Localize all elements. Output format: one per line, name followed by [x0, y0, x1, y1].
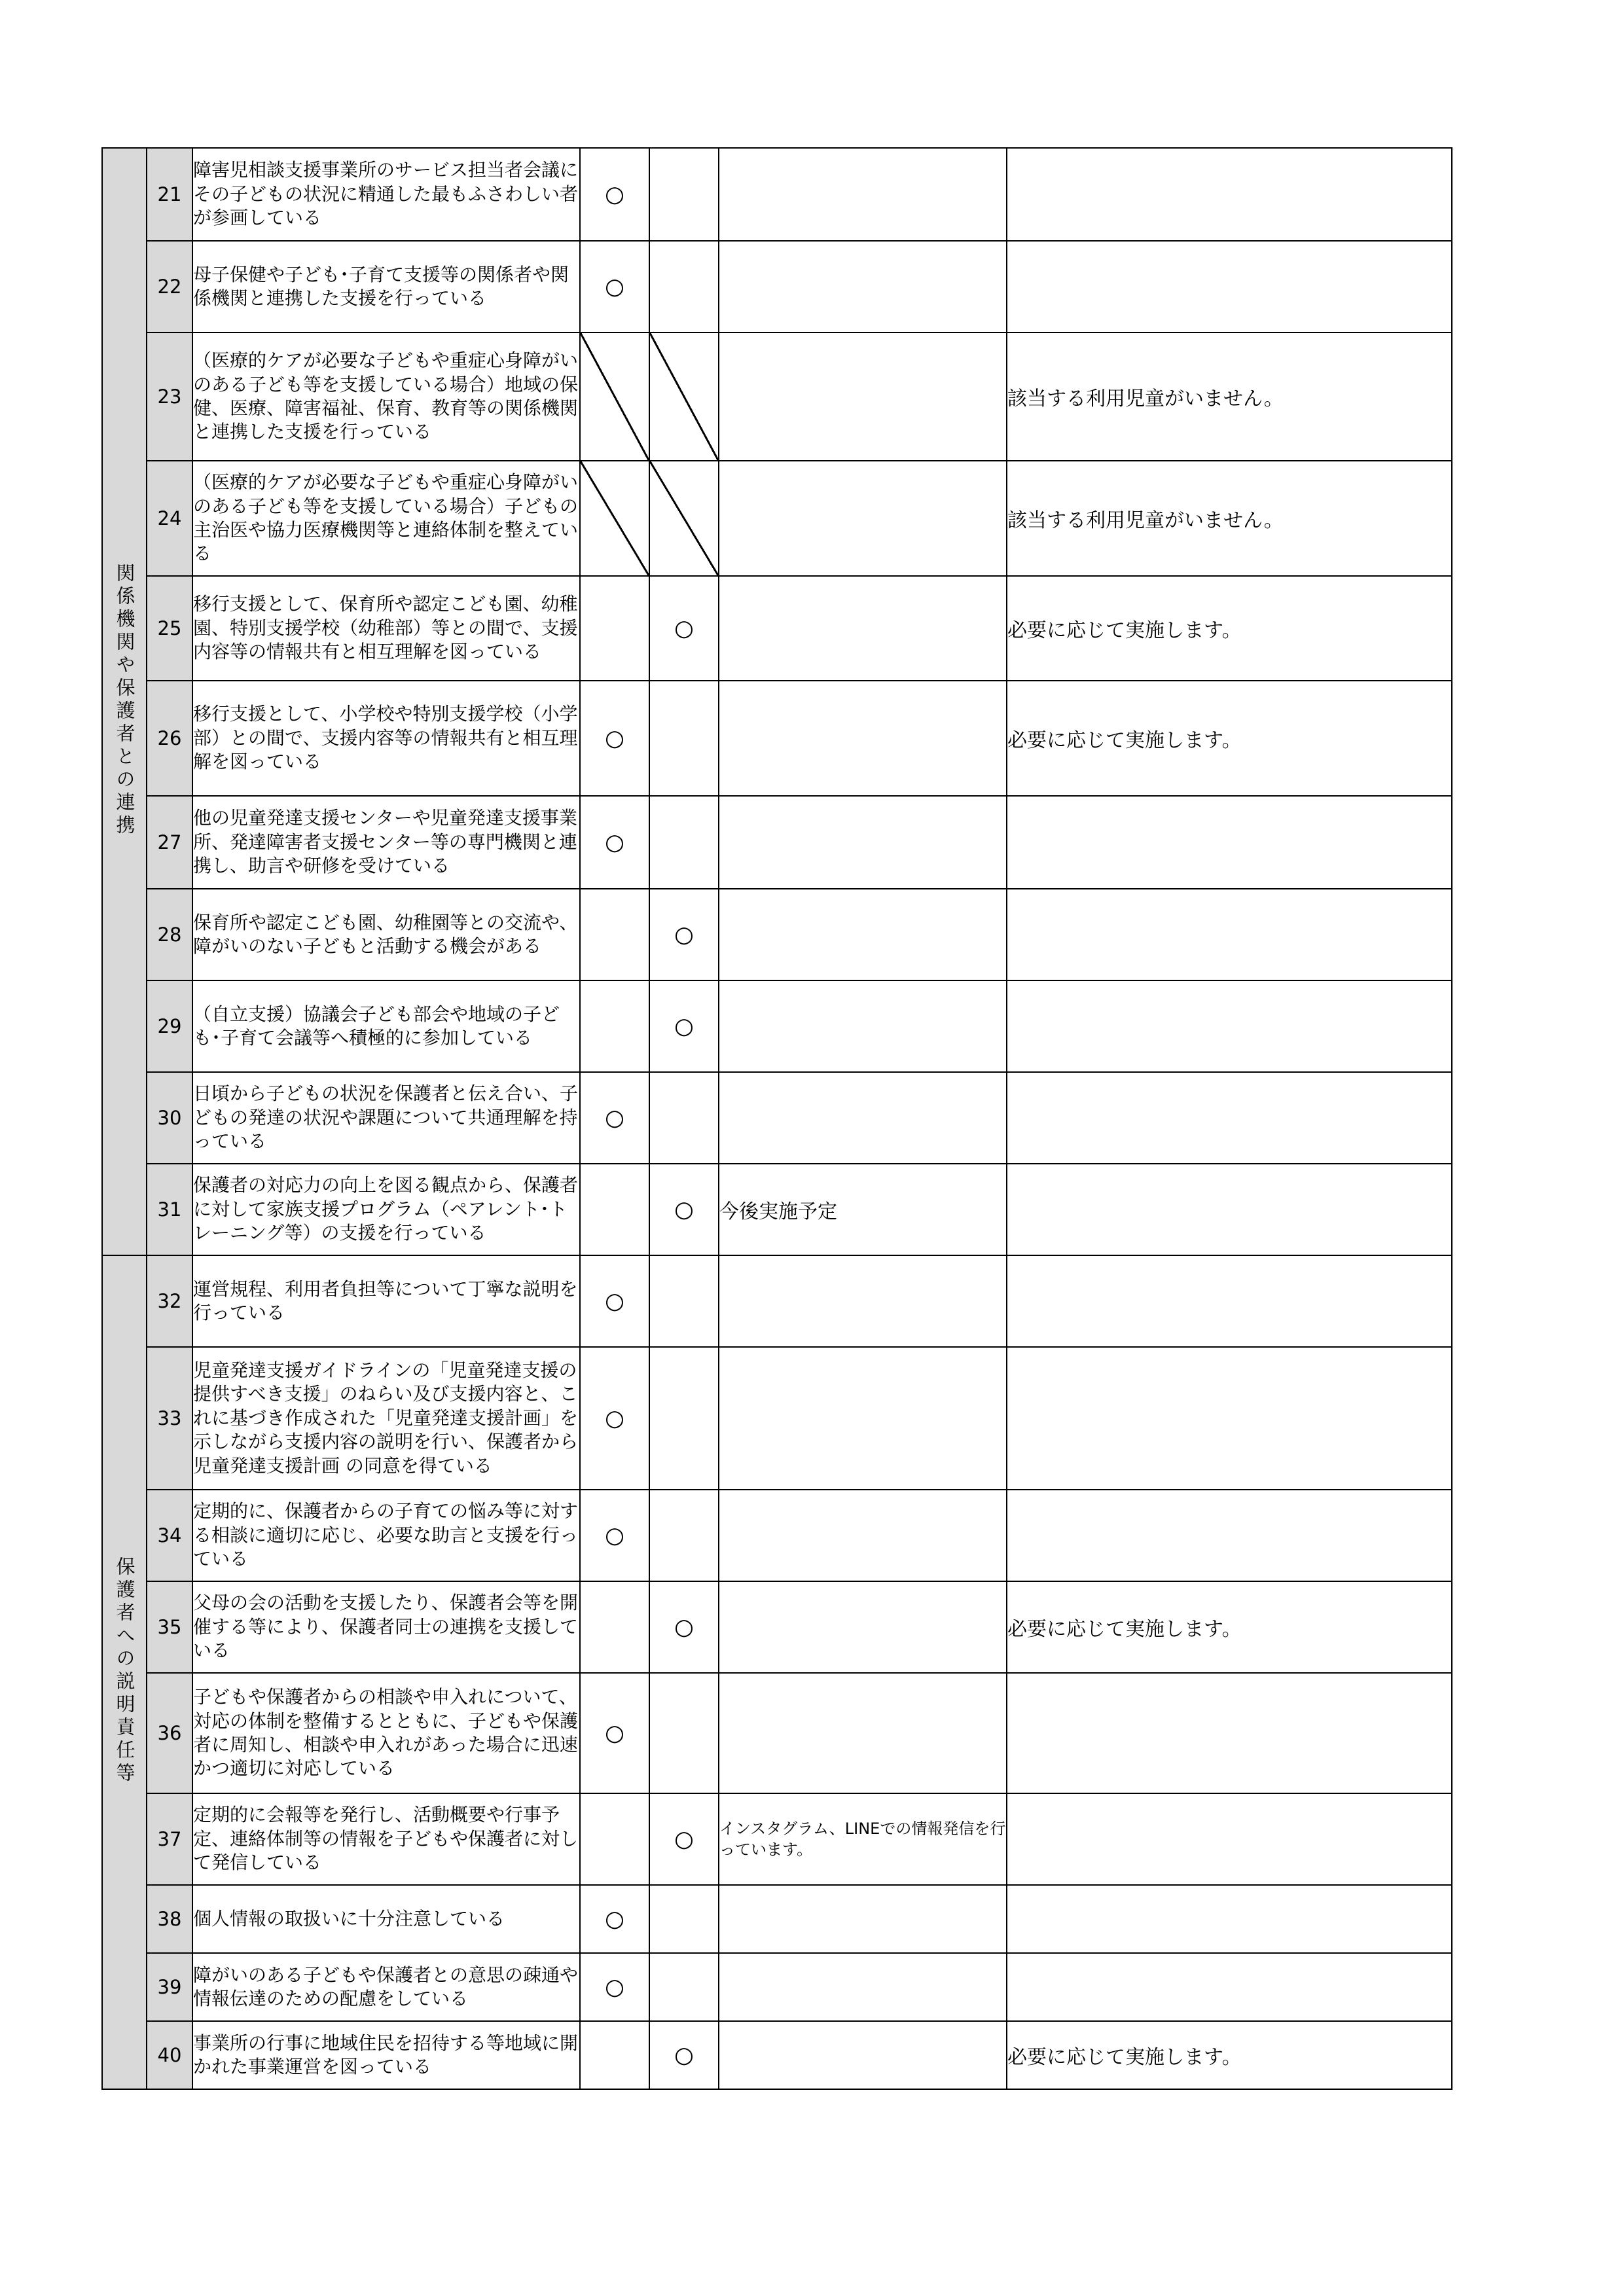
item-number: 40	[147, 2021, 192, 2089]
improvement-cell	[1007, 1673, 1452, 1793]
item-text: 個人情報の取扱いに十分注意している	[192, 1885, 580, 1953]
no-mark	[649, 796, 719, 889]
yes-mark	[580, 1581, 649, 1673]
not-applicable-slash	[580, 461, 649, 576]
table-row	[102, 1347, 1452, 1490]
yes-mark: ○	[580, 1885, 649, 1953]
item-text: 移行支援として、保育所や認定こども園、幼稚園、特別支援学校（幼稚部）等との間で、支援内容等の情報共有と相互理解を図っている	[192, 576, 580, 681]
improvement-cell: 必要に応じて実施します。	[1007, 1581, 1452, 1673]
table-row	[102, 148, 1452, 241]
item-number: 25	[147, 576, 192, 681]
no-mark	[649, 1490, 719, 1581]
remark-cell	[719, 1581, 1007, 1673]
item-number: 38	[147, 1885, 192, 1953]
table-row	[102, 576, 1452, 681]
remark-cell	[719, 576, 1007, 681]
category-cell	[102, 1255, 147, 2089]
not-applicable-slash	[649, 461, 719, 576]
table-row	[102, 1673, 1452, 1793]
improvement-cell	[1007, 1885, 1452, 1953]
item-text: （医療的ケアが必要な子どもや重症心身障がいのある子ども等を支援している場合）子どもの主治医や協力医療機関等と連絡体制を整えている	[192, 461, 580, 576]
improvement-cell: 必要に応じて実施します。	[1007, 576, 1452, 681]
table-row	[102, 1164, 1452, 1255]
table-row	[102, 1885, 1452, 1953]
no-mark	[649, 1953, 719, 2021]
yes-mark: ○	[580, 1490, 649, 1581]
remark-cell	[719, 681, 1007, 796]
item-number: 36	[147, 1673, 192, 1793]
item-text: 保護者の対応力の向上を図る観点から、保護者に対して家族支援プログラム（ペアレント･トレーニング等）の支援を行っている	[192, 1164, 580, 1255]
item-text: 保育所や認定こども園、幼稚園等との交流や、障がいのない子どもと活動する機会がある	[192, 889, 580, 980]
yes-mark: ○	[580, 796, 649, 889]
item-text: （自立支援）協議会子ども部会や地域の子ども･子育て会議等へ積極的に参加している	[192, 980, 580, 1072]
improvement-cell	[1007, 1164, 1452, 1255]
item-number: 31	[147, 1164, 192, 1255]
category-label: 保護者への説明責任等	[113, 1556, 136, 1785]
no-mark	[649, 1347, 719, 1490]
not-applicable-slash	[580, 332, 649, 461]
no-mark: ○	[649, 980, 719, 1072]
table-row	[102, 2021, 1452, 2089]
table-row	[102, 1793, 1452, 1885]
improvement-cell	[1007, 241, 1452, 332]
no-mark: ○	[649, 1793, 719, 1885]
table-row	[102, 980, 1452, 1072]
yes-mark: ○	[580, 681, 649, 796]
table-row	[102, 1255, 1452, 1347]
item-number: 23	[147, 332, 192, 461]
item-text: 他の児童発達支援センターや児童発達支援事業所、発達障害者支援センター等の専門機関と連携し、助言や研修を受けている	[192, 796, 580, 889]
item-number: 33	[147, 1347, 192, 1490]
yes-mark: ○	[580, 148, 649, 241]
table-row	[102, 332, 1452, 461]
table-row	[102, 1490, 1452, 1581]
yes-mark: ○	[580, 241, 649, 332]
item-number: 37	[147, 1793, 192, 1885]
item-text: 母子保健や子ども･子育て支援等の関係者や関係機関と連携した支援を行っている	[192, 241, 580, 332]
item-text: 移行支援として、小学校や特別支援学校（小学部）との間で、支援内容等の情報共有と相互理解を図っている	[192, 681, 580, 796]
no-mark	[649, 241, 719, 332]
item-number: 29	[147, 980, 192, 1072]
item-number: 39	[147, 1953, 192, 2021]
item-number: 32	[147, 1255, 192, 1347]
remark-cell: インスタグラム、LINEでの情報発信を行っています。	[719, 1793, 1007, 1885]
item-text: 父母の会の活動を支援したり、保護者会等を開催する等により、保護者同士の連携を支援している	[192, 1581, 580, 1673]
category-label: 関係機関や保護者との連携	[113, 563, 136, 838]
evaluation-table	[101, 147, 1453, 2090]
remark-cell	[719, 461, 1007, 576]
item-text: 定期的に会報等を発行し、活動概要や行事予定、連絡体制等の情報を子どもや保護者に対して発信している	[192, 1793, 580, 1885]
no-mark: ○	[649, 576, 719, 681]
table-row	[102, 1581, 1452, 1673]
table-row	[102, 1953, 1452, 2021]
yes-mark: ○	[580, 1072, 649, 1164]
item-number: 21	[147, 148, 192, 241]
item-number: 34	[147, 1490, 192, 1581]
improvement-cell: 該当する利用児童がいません。	[1007, 332, 1452, 461]
improvement-cell	[1007, 1490, 1452, 1581]
item-number: 28	[147, 889, 192, 980]
no-mark	[649, 148, 719, 241]
yes-mark: ○	[580, 1673, 649, 1793]
table-row	[102, 1072, 1452, 1164]
no-mark	[649, 1673, 719, 1793]
table-row	[102, 796, 1452, 889]
table-row	[102, 461, 1452, 576]
improvement-cell	[1007, 1255, 1452, 1347]
improvement-cell: 該当する利用児童がいません。	[1007, 461, 1452, 576]
remark-cell	[719, 1885, 1007, 1953]
item-text: 日頃から子どもの状況を保護者と伝え合い、子どもの発達の状況や課題について共通理解を持っている	[192, 1072, 580, 1164]
yes-mark	[580, 1164, 649, 1255]
table-row	[102, 241, 1452, 332]
item-text: 子どもや保護者からの相談や申入れについて、対応の体制を整備するとともに、子どもや保護者に周知し、相談や申入れがあった場合に迅速かつ適切に対応している	[192, 1673, 580, 1793]
improvement-cell	[1007, 796, 1452, 889]
remark-cell	[719, 2021, 1007, 2089]
yes-mark	[580, 980, 649, 1072]
item-text: 事業所の行事に地域住民を招待する等地域に開かれた事業運営を図っている	[192, 2021, 580, 2089]
item-number: 30	[147, 1072, 192, 1164]
item-text: 定期的に、保護者からの子育ての悩み等に対する相談に適切に応じ、必要な助言と支援を行っている	[192, 1490, 580, 1581]
remark-cell	[719, 980, 1007, 1072]
no-mark: ○	[649, 1164, 719, 1255]
improvement-cell	[1007, 1953, 1452, 2021]
remark-cell	[719, 1255, 1007, 1347]
remark-cell	[719, 1347, 1007, 1490]
item-text: 児童発達支援ガイドラインの「児童発達支援の提供すべき支援」のねらい及び支援内容と、これに基づき作成された「児童発達支援計画」を示しながら支援内容の説明を行い、保護者から児童発達支援計画 の同意を得ている	[192, 1347, 580, 1490]
yes-mark: ○	[580, 1255, 649, 1347]
item-number: 35	[147, 1581, 192, 1673]
improvement-cell	[1007, 1793, 1452, 1885]
no-mark: ○	[649, 2021, 719, 2089]
remark-cell	[719, 332, 1007, 461]
remark-cell	[719, 1072, 1007, 1164]
item-number: 26	[147, 681, 192, 796]
remark-cell	[719, 1953, 1007, 2021]
remark-cell	[719, 1673, 1007, 1793]
remark-cell	[719, 796, 1007, 889]
yes-mark: ○	[580, 1953, 649, 2021]
improvement-cell: 必要に応じて実施します。	[1007, 2021, 1452, 2089]
yes-mark	[580, 1793, 649, 1885]
remark-cell	[719, 1490, 1007, 1581]
not-applicable-slash	[649, 332, 719, 461]
no-mark: ○	[649, 1581, 719, 1673]
item-text: 障がいのある子どもや保護者との意思の疎通や情報伝達のための配慮をしている	[192, 1953, 580, 2021]
remark-cell	[719, 889, 1007, 980]
no-mark	[649, 681, 719, 796]
table-row	[102, 681, 1452, 796]
improvement-cell	[1007, 1347, 1452, 1490]
remark-cell	[719, 148, 1007, 241]
improvement-cell	[1007, 148, 1452, 241]
item-number: 24	[147, 461, 192, 576]
remark-cell	[719, 241, 1007, 332]
table-row	[102, 889, 1452, 980]
yes-mark	[580, 2021, 649, 2089]
improvement-cell	[1007, 980, 1452, 1072]
yes-mark	[580, 889, 649, 980]
item-text: 運営規程、利用者負担等について丁寧な説明を行っている	[192, 1255, 580, 1347]
item-text: （医療的ケアが必要な子どもや重症心身障がいのある子ども等を支援している場合）地域の保健、医療、障害福祉、保育、教育等の関係機関と連携した支援を行っている	[192, 332, 580, 461]
improvement-cell	[1007, 889, 1452, 980]
item-text: 障害児相談支援事業所のサービス担当者会議にその子どもの状況に精通した最もふさわしい者が参画している	[192, 148, 580, 241]
no-mark	[649, 1885, 719, 1953]
item-number: 22	[147, 241, 192, 332]
no-mark	[649, 1072, 719, 1164]
category-cell	[102, 148, 147, 1255]
no-mark: ○	[649, 889, 719, 980]
item-number: 27	[147, 796, 192, 889]
improvement-cell: 必要に応じて実施します。	[1007, 681, 1452, 796]
improvement-cell	[1007, 1072, 1452, 1164]
remark-cell: 今後実施予定	[719, 1164, 1007, 1255]
yes-mark: ○	[580, 1347, 649, 1490]
yes-mark	[580, 576, 649, 681]
no-mark	[649, 1255, 719, 1347]
